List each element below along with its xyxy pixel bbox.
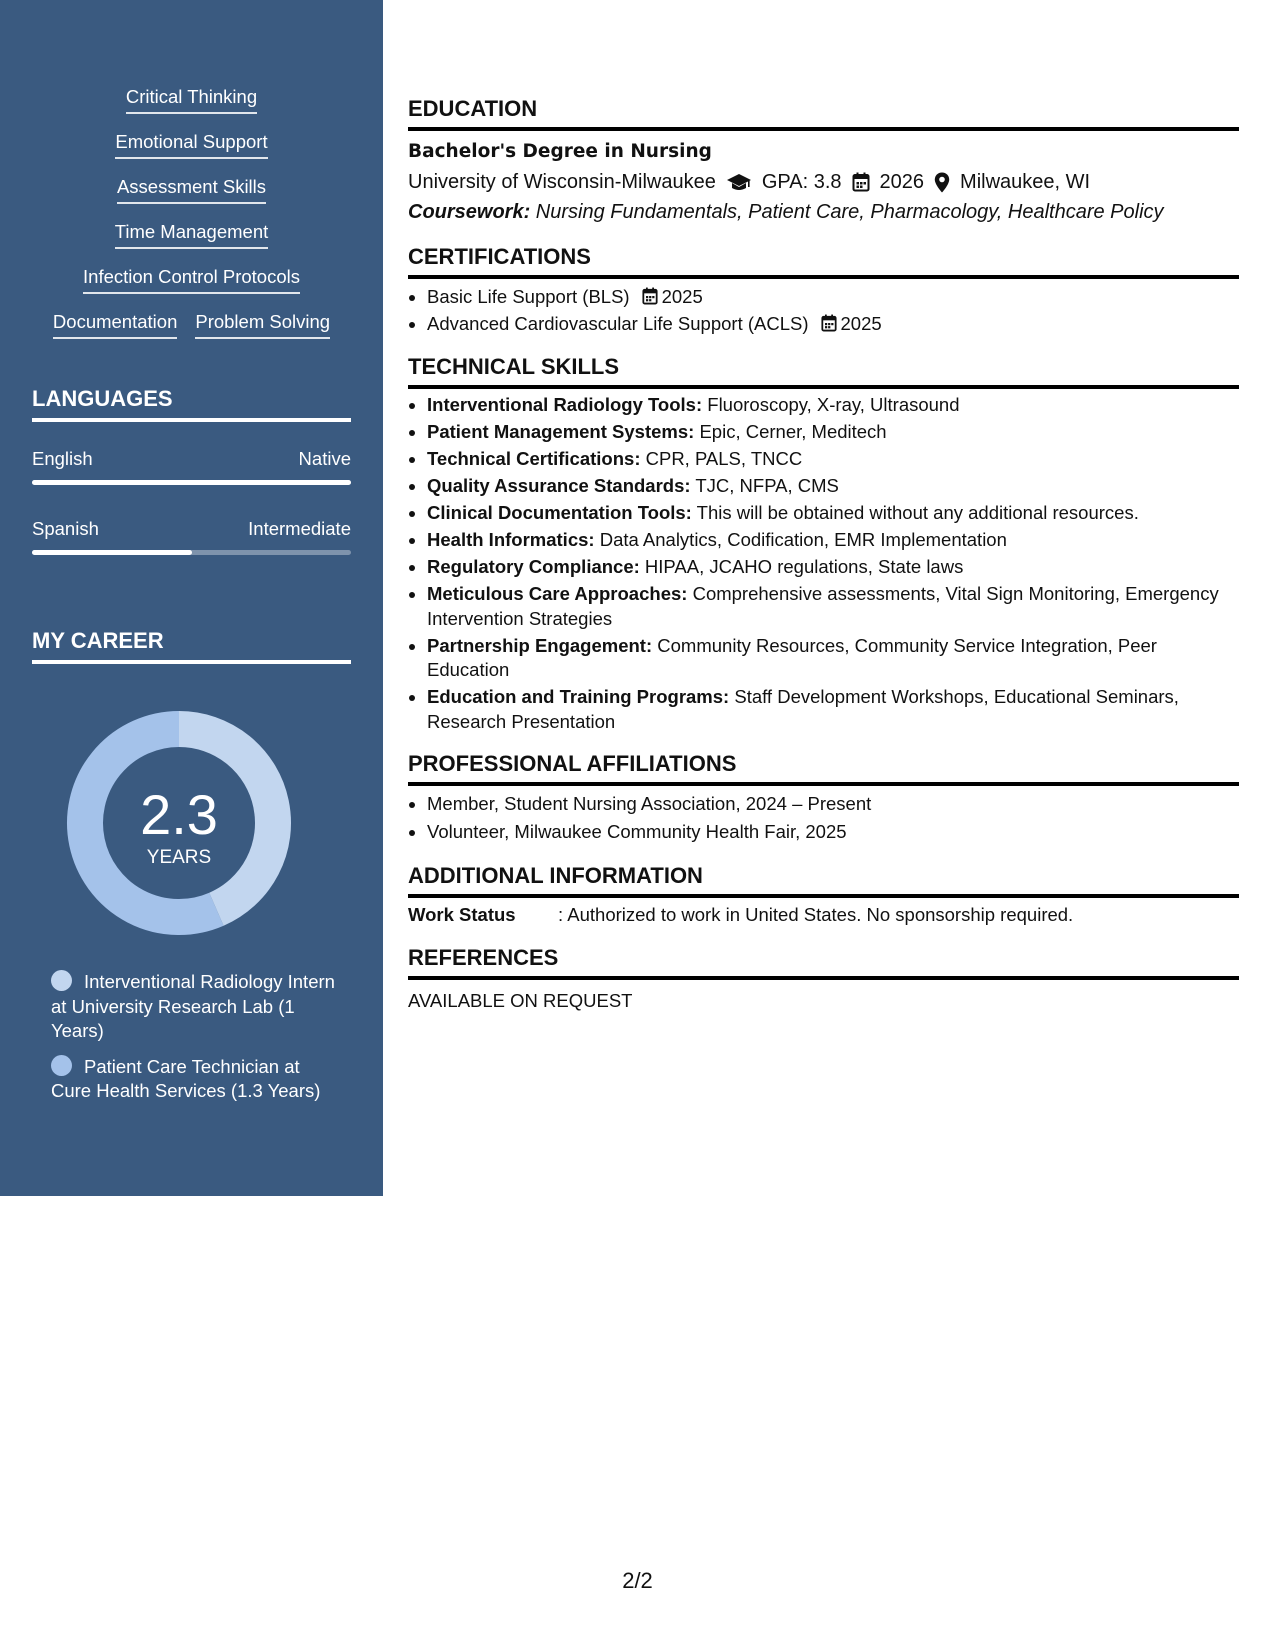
skills-list xyxy=(0,86,383,356)
language-spanish xyxy=(32,518,351,555)
certification-name: Advanced Cardiovascular Life Support (ACLS) xyxy=(427,313,809,334)
skill-category: Interventional Radiology Tools: xyxy=(427,394,703,415)
language-name: Spanish xyxy=(32,518,99,539)
calendar-icon xyxy=(642,287,658,305)
career-item xyxy=(51,970,341,1044)
section-heading: TECHNICAL SKILLS xyxy=(408,351,1239,389)
list-item: • Member, Student Nursing Association, 2024 – Present xyxy=(427,790,1239,818)
sidebar xyxy=(0,0,383,1196)
technical-skill-item xyxy=(427,582,1239,631)
language-name: English xyxy=(32,448,93,469)
technical-skill-item xyxy=(427,474,1239,499)
section-heading: REFERENCES xyxy=(408,942,1239,980)
coursework-text: Nursing Fundamentals, Patient Care, Pharmacology, Healthcare Policy xyxy=(530,201,1164,223)
career-item-text: Patient Care Technician at Cure Health Services (1.3 Years) xyxy=(51,1055,321,1101)
list-item: • Volunteer, Milwaukee Community Health Fair, 2025 xyxy=(427,818,1239,846)
technical-skill-item xyxy=(427,447,1239,472)
affiliations-section xyxy=(408,748,1239,846)
skill-category: Technical Certifications: xyxy=(427,448,641,469)
skill-tag: Time Management xyxy=(115,221,269,249)
certification-item xyxy=(427,310,1239,337)
skill-row xyxy=(0,131,383,176)
calendar-icon xyxy=(852,172,870,192)
skill-values: Data Analytics, Codification, EMR Implementation xyxy=(594,529,1007,550)
technical-skill-item xyxy=(427,634,1239,683)
graduation-cap-icon xyxy=(726,172,752,192)
career-item xyxy=(51,1055,341,1104)
skill-row xyxy=(0,311,383,356)
skill-category: Quality Assurance Standards: xyxy=(427,475,691,496)
certification-year: 2025 xyxy=(840,313,882,334)
skill-tag: Emotional Support xyxy=(115,131,267,159)
references-text: AVAILABLE ON REQUEST xyxy=(408,990,633,1011)
technical-skills-section xyxy=(408,351,1239,734)
education-details xyxy=(408,167,1239,197)
technical-skill-item xyxy=(427,555,1239,580)
work-status xyxy=(408,902,1239,928)
skill-category: Clinical Documentation Tools: xyxy=(427,502,692,523)
skill-row xyxy=(0,176,383,221)
skill-values: Staff Development Workshops, Educational Seminars, Research Presentation xyxy=(427,686,1179,732)
skill-category: Meticulous Care Approaches: xyxy=(427,583,688,604)
certifications-list xyxy=(408,283,1239,337)
work-status-label: Work Status xyxy=(408,904,516,925)
legend-dot xyxy=(51,1055,72,1076)
certification-name: Basic Life Support (BLS) xyxy=(427,286,630,307)
additional-info-section xyxy=(408,860,1239,928)
skill-category: Education and Training Programs: xyxy=(427,686,730,707)
technical-skills-list xyxy=(408,393,1239,734)
skill-tag: Problem Solving xyxy=(195,311,330,339)
career-unit: YEARS xyxy=(146,847,212,868)
technical-skill-item xyxy=(427,501,1239,526)
school-location: Milwaukee, WI xyxy=(960,171,1091,193)
languages-heading: LANGUAGES xyxy=(32,386,351,422)
career-donut-chart xyxy=(66,710,292,936)
skill-values: Comprehensive assessments, Vital Sign Monitoring, Emergency Intervention Strategies xyxy=(427,583,1219,629)
skill-values: Epic, Cerner, Meditech xyxy=(694,421,887,442)
skill-values: This will be obtained without any additional resources. xyxy=(691,502,1139,523)
technical-skill-item xyxy=(427,528,1239,553)
page-number: 2/2 xyxy=(622,1568,653,1593)
skill-tag: Infection Control Protocols xyxy=(83,266,300,294)
technical-skill-item xyxy=(427,685,1239,734)
section-heading: PROFESSIONAL AFFILIATIONS xyxy=(408,748,1239,786)
language-english xyxy=(32,448,351,485)
skill-category: Partnership Engagement: xyxy=(427,634,653,656)
calendar-icon xyxy=(821,314,837,332)
school-name: University of Wisconsin-Milwaukee xyxy=(408,171,716,193)
skill-tag: Critical Thinking xyxy=(126,86,257,114)
location-pin-icon xyxy=(934,172,950,193)
certifications-section xyxy=(408,241,1239,337)
language-proficiency-bar xyxy=(32,550,351,555)
coursework-label: Coursework: xyxy=(408,201,531,223)
education-section xyxy=(408,93,1239,227)
section-heading: ADDITIONAL INFORMATION xyxy=(408,860,1239,898)
skill-category: Health Informatics: xyxy=(427,529,595,550)
work-status-value: : Authorized to work in United States. No sponsorship required. xyxy=(558,904,1074,925)
career-item-text: Interventional Radiology Intern at University Research Lab (1 Years) xyxy=(51,971,335,1041)
career-heading: MY CAREER xyxy=(32,628,351,664)
skill-category: Patient Management Systems: xyxy=(427,421,695,442)
skill-values: HIPAA, JCAHO regulations, State laws xyxy=(639,556,964,577)
skill-row xyxy=(0,221,383,266)
section-heading: EDUCATION xyxy=(408,93,1239,131)
degree-title: Bachelor's Degree in Nursing xyxy=(408,141,712,162)
technical-skill-item xyxy=(427,393,1239,418)
language-proficiency-bar xyxy=(32,480,351,485)
career-total: 2.3 xyxy=(140,783,218,846)
affiliations-list xyxy=(408,790,1239,846)
language-level: Native xyxy=(298,448,351,469)
technical-skill-item xyxy=(427,420,1239,445)
skill-tag: Documentation xyxy=(53,311,177,339)
certification-item xyxy=(427,283,1239,310)
skill-values: Community Resources, Community Service Integration, Peer Education xyxy=(427,634,1157,680)
skill-values: TJC, NFPA, CMS xyxy=(690,475,839,496)
certification-year: 2025 xyxy=(661,286,703,307)
gpa: GPA: 3.8 xyxy=(761,171,842,193)
legend-dot xyxy=(51,970,72,991)
section-heading: CERTIFICATIONS xyxy=(408,241,1239,279)
coursework xyxy=(408,197,1239,227)
main-content xyxy=(408,93,1239,1028)
skill-values: Fluoroscopy, X-ray, Ultrasound xyxy=(702,394,960,415)
skill-row xyxy=(0,266,383,311)
career-list xyxy=(51,970,341,1115)
skill-tag: Assessment Skills xyxy=(117,176,266,204)
references-section xyxy=(408,942,1239,1014)
skill-category: Regulatory Compliance: xyxy=(427,556,640,577)
skill-values: CPR, PALS, TNCC xyxy=(640,448,803,469)
graduation-year: 2026 xyxy=(879,171,925,193)
language-level: Intermediate xyxy=(248,518,351,539)
skill-row xyxy=(0,86,383,131)
